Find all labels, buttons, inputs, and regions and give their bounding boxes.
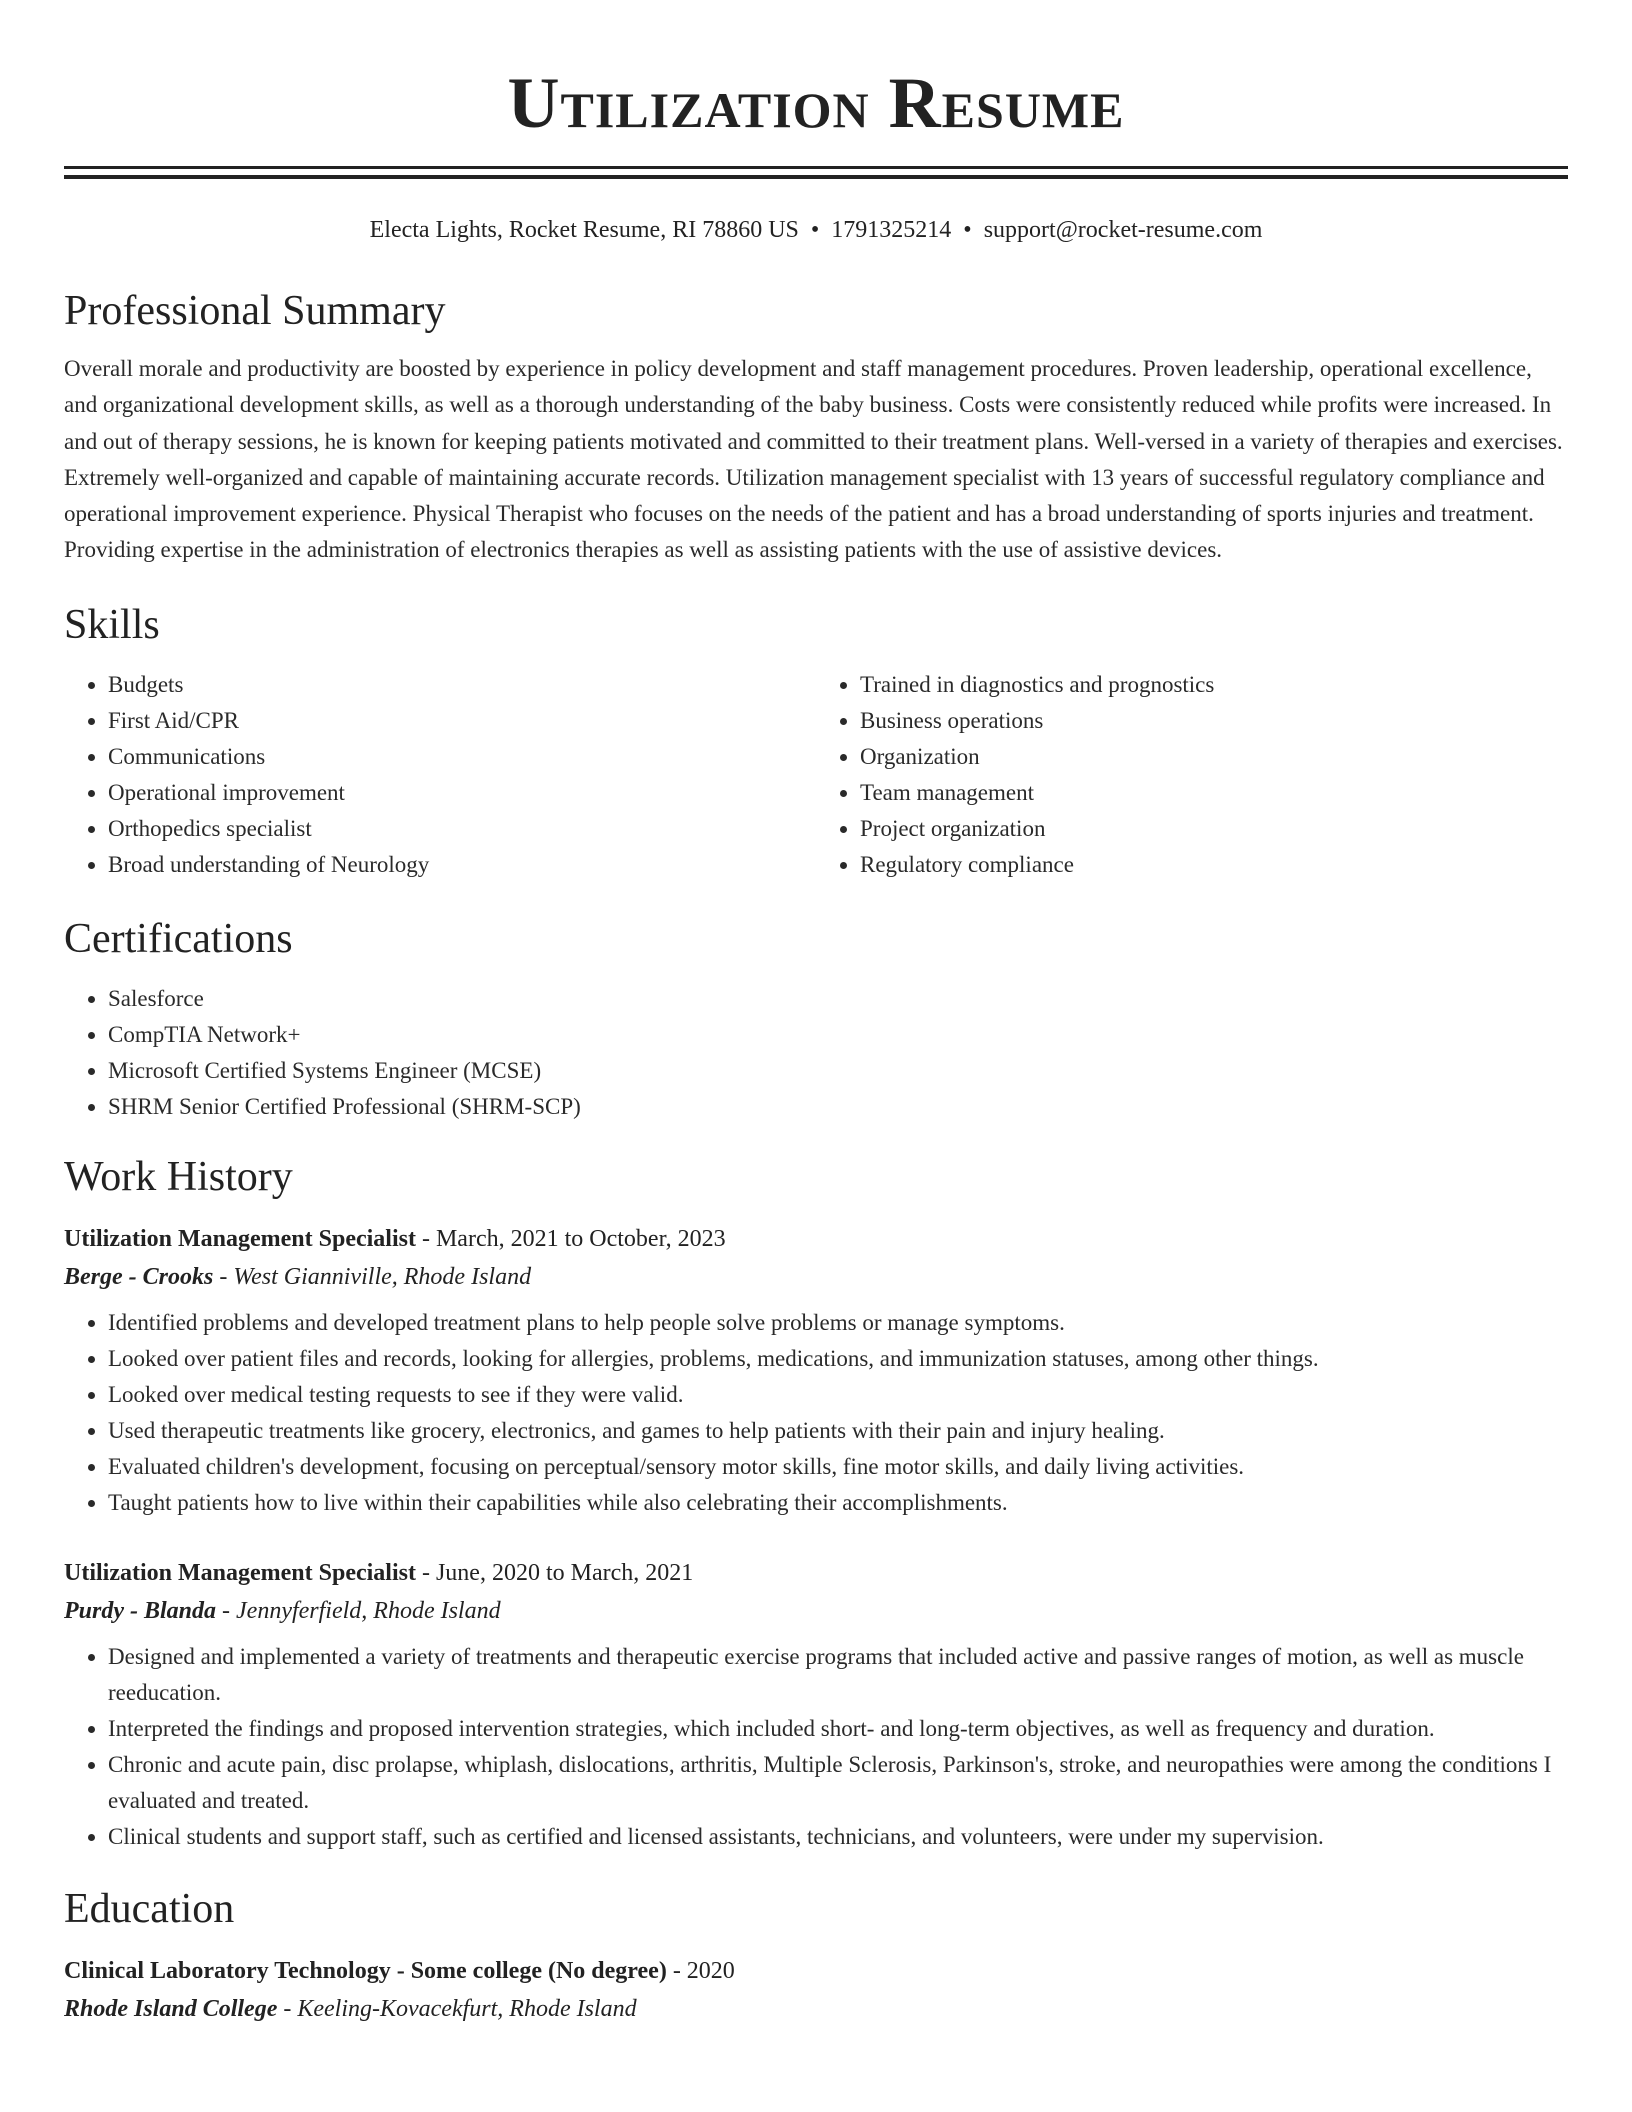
skills-column-left <box>64 667 816 883</box>
job-bullet: • Clinical students and support staff, such as certified and licensed assistants, technicians, and volunteers, were under my supervision. <box>108 1819 1568 1855</box>
contact-address: Electa Lights, Rocket Resume, RI 78860 US <box>369 217 799 243</box>
job-bullet: • Used therapeutic treatments like grocery, electronics, and games to help patients with their pain and injury healing. <box>108 1413 1568 1449</box>
job-bullet: • Chronic and acute pain, disc prolapse, whiplash, dislocations, arthritis, Multiple Sclerosis, Parkinson's, stroke, and neuropathies were among the conditions I evaluated and treated. <box>108 1747 1568 1819</box>
skills-column-right <box>816 667 1568 883</box>
education-degree-line <box>64 1953 1568 1989</box>
company-name: Purdy - Blanda <box>64 1597 217 1624</box>
contact-separator: • <box>963 217 972 243</box>
contact-phone: 1791325214 <box>831 217 952 243</box>
title-divider-bottom <box>64 175 1568 179</box>
certification-item: • CompTIA Network+ <box>108 1017 1568 1053</box>
job-bullet: • Looked over patient files and records, looking for allergies, problems, medications, and immunization statuses, among other things. <box>108 1341 1568 1377</box>
skill-item: • First Aid/CPR <box>108 703 816 739</box>
job-bullet: • Interpreted the findings and proposed intervention strategies, which included short- and long-term objectives, as well as frequency and duration. <box>108 1711 1568 1747</box>
skill-item: • Organization <box>860 739 1568 775</box>
skill-item: • Team management <box>860 775 1568 811</box>
contact-line <box>64 215 1568 245</box>
skill-item: • Project organization <box>860 811 1568 847</box>
certifications-list <box>64 981 1568 1125</box>
job-entry <box>64 1221 1568 1521</box>
education-school: Rhode Island College <box>64 1995 278 2022</box>
skill-item: • Regulatory compliance <box>860 847 1568 883</box>
job-title-line <box>64 1221 1568 1257</box>
education-degree: Clinical Laboratory Technology - Some college (No degree) <box>64 1957 667 1984</box>
job-entry <box>64 1555 1568 1855</box>
section-heading-summary: Professional Summary <box>64 288 446 334</box>
job-bullet: • Designed and implemented a variety of treatments and therapeutic exercise programs that included active and passive ranges of motion, as well as muscle reeducation. <box>108 1639 1568 1711</box>
job-title: Utilization Management Specialist <box>64 1225 416 1252</box>
job-bullets <box>64 1639 1568 1855</box>
job-title-line <box>64 1555 1568 1591</box>
resume-title: Utilization Resume <box>507 63 1125 143</box>
skill-item: • Business operations <box>860 703 1568 739</box>
section-heading-certifications: Certifications <box>64 915 293 962</box>
job-bullet: • Identified problems and developed treatment plans to help people solve problems or manage symptoms. <box>108 1305 1568 1341</box>
skills-list <box>64 667 1568 883</box>
job-dates: - June, 2020 to March, 2021 <box>415 1559 694 1586</box>
company-line <box>64 1257 1568 1297</box>
education-location: - Keeling-Kovacekfurt, Rhode Island <box>277 1995 637 2022</box>
skill-item: • Communications <box>108 739 816 775</box>
contact-email: support@rocket-resume.com <box>983 217 1263 243</box>
certification-item: • Salesforce <box>108 981 1568 1017</box>
skill-item: • Operational improvement <box>108 775 816 811</box>
job-bullets <box>64 1305 1568 1521</box>
section-heading-skills: Skills <box>64 601 160 648</box>
contact-separator: • <box>810 217 820 243</box>
job-bullet: • Looked over medical testing requests to see if they were valid. <box>108 1377 1568 1413</box>
education-school-line <box>64 1989 1568 2029</box>
job-dates: - March, 2021 to October, 2023 <box>415 1225 726 1252</box>
company-location: - West Gianniville, Rhode Island <box>213 1263 532 1290</box>
company-name: Berge - Crooks <box>64 1263 214 1290</box>
skill-item: • Orthopedics specialist <box>108 811 816 847</box>
job-bullet: • Evaluated children's development, focusing on perceptual/sensory motor skills, fine motor skills, and daily living activities. <box>108 1449 1568 1485</box>
education-year: - 2020 <box>666 1957 735 1984</box>
job-bullet: • Taught patients how to live within their capabilities while also celebrating their accomplishments. <box>108 1485 1568 1521</box>
skill-item: • Budgets <box>108 667 816 703</box>
job-title: Utilization Management Specialist <box>64 1559 416 1586</box>
section-heading-education: Education <box>64 1885 235 1932</box>
company-location: - Jennyferfield, Rhode Island <box>216 1597 501 1624</box>
certification-item: • Microsoft Certified Systems Engineer (MCSE) <box>108 1053 1568 1089</box>
skill-item: • Broad understanding of Neurology <box>108 847 816 883</box>
skill-item: • Trained in diagnostics and prognostics <box>860 667 1568 703</box>
title-divider-top <box>64 166 1568 169</box>
certification-item: • SHRM Senior Certified Professional (SHRM-SCP) <box>108 1089 1568 1125</box>
section-heading-work-history: Work History <box>64 1153 293 1200</box>
company-line <box>64 1591 1568 1631</box>
summary-text: Overall morale and productivity are boosted by experience in policy development and staff management procedures. Proven leadership, operational excellence, and organizational development skills, as well as a thorough understanding of the baby business. Costs were consistently reduced while profits were increased. In and out of therapy sessions, he is known for keeping patients motivated and committed to their treatment plans. Well-versed in a variety of therapies and exercises. Extremely well-organized and capable of maintaining accurate records. Utilization management specialist with 13 years of successful regulatory compliance and operational improvement experience. Physical Therapist who focuses on the needs of the patient and has a broad understanding of sports injuries and treatment. Providing expertise in the administration of electronics therapies as well as assisting patients with the use of assistive devices. <box>64 356 1563 563</box>
